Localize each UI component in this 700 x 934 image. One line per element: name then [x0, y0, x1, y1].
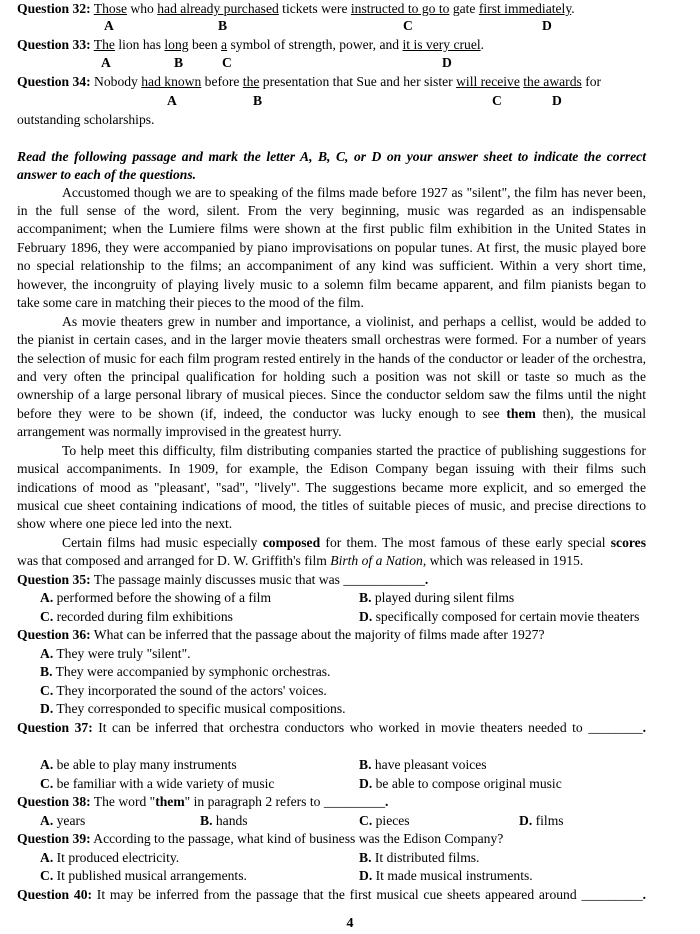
q34-part-d: the awards	[523, 74, 582, 89]
option-letter: A.	[40, 590, 54, 605]
passage-text: was that composed and arranged for D. W. Griffith's film	[17, 553, 331, 568]
q37-label: Question 37:	[17, 720, 93, 735]
q32-label: Question 32:	[17, 1, 91, 16]
page-number: 4	[346, 916, 354, 931]
q38-option-a[interactable]	[40, 812, 85, 830]
q34-text: before	[201, 74, 243, 89]
q32-part-c: instructed to go to	[350, 1, 450, 16]
q34-part-a: had known	[141, 74, 202, 89]
q32-part-a: Those	[93, 1, 128, 16]
passage-p2-line: the pianist in certain cases, and in the larger movie theaters small orchestras were formed. For a number of years	[17, 332, 646, 347]
option-text: pieces	[372, 813, 410, 828]
instruction-line-1: Read the following passage and mark the letter A, B, C, or D on your answer sheet to indicate the correct	[17, 149, 646, 164]
q40-stem	[17, 886, 646, 904]
q36-option-a[interactable]	[40, 645, 191, 663]
q34-part-b: the	[242, 74, 260, 89]
option-text: be able to play many instruments	[53, 757, 237, 772]
q38-option-c[interactable]	[359, 812, 410, 830]
option-letter: D.	[40, 701, 54, 716]
q34-letter-a: A	[167, 93, 177, 108]
q36-option-d[interactable]	[40, 700, 346, 718]
option-letter: B.	[359, 757, 372, 772]
q32-letter-b: B	[218, 18, 228, 33]
q35-option-b[interactable]	[359, 589, 514, 607]
q40-text: It may be inferred from the passage that the first musical cue sheets appeared around	[92, 887, 582, 902]
q35-end: .	[424, 572, 429, 587]
q34-letter-d: D	[552, 93, 562, 108]
q39-option-d[interactable]	[359, 867, 533, 885]
passage-p3-line: musical cue sheet containing indications of mood, the titles of suitable pieces of music, and precise directions to	[17, 498, 646, 513]
q33-text: lion has	[114, 37, 165, 52]
q37-end: .	[642, 720, 646, 735]
passage-p2-line: ownership of a large personal library of musical pieces. Since the conductor seldom saw the films until the night	[17, 387, 646, 402]
option-text: specifically composed for certain movie theaters	[372, 609, 640, 624]
q34-text: presentation that Sue and her sister	[259, 74, 457, 89]
option-text: It produced electricity.	[53, 850, 180, 865]
passage-text: then), the musical	[535, 406, 646, 421]
option-text: They corresponded to specific musical compositions.	[53, 701, 346, 716]
q33-text: symbol of strength, power, and	[227, 37, 403, 52]
q36-label: Question 36:	[17, 627, 91, 642]
passage-p3-line: To help meet this difficulty, film distributing companies started the practice of publishing suggestions for	[62, 443, 646, 458]
passage-p1-line: take some care in matching their pieces to the mood of the film.	[17, 295, 364, 310]
q34-label: Question 34:	[17, 74, 91, 89]
q38-option-b[interactable]	[200, 812, 248, 830]
option-letter: A.	[40, 646, 54, 661]
passage-p3-line: musical accompaniments. In 1909, for example, the Edison Company began issuing with their films such	[17, 461, 646, 476]
instruction-line-2: answer to each of the questions.	[17, 167, 197, 182]
passage-text: , which was released in 1915.	[422, 553, 584, 568]
q33-text: been	[188, 37, 222, 52]
option-letter: B.	[200, 813, 213, 828]
option-letter: C.	[40, 609, 54, 624]
q33-text: .	[480, 37, 485, 52]
q34-letter-c: C	[492, 93, 502, 108]
q32-part-d: first immediately	[478, 1, 572, 16]
q38-word: them	[155, 794, 185, 809]
q39-option-c[interactable]	[40, 867, 247, 885]
q32-text: tickets were	[278, 1, 351, 16]
option-letter: C.	[359, 813, 373, 828]
option-text: years	[53, 813, 86, 828]
option-letter: C.	[40, 776, 54, 791]
option-letter: A.	[40, 757, 54, 772]
q33-stem	[17, 36, 484, 54]
q37-option-a[interactable]	[40, 756, 237, 774]
q37-option-b[interactable]	[359, 756, 487, 774]
q38-label: Question 38:	[17, 794, 91, 809]
option-letter: C.	[40, 683, 54, 698]
q35-text: The passage mainly discusses music that was	[90, 572, 344, 587]
option-letter: A.	[40, 850, 54, 865]
q40-blank: _________	[581, 887, 643, 902]
q37-text: It can be inferred that orchestra conductors who worked in movie theaters needed to	[92, 720, 589, 735]
q32-letter-a: A	[104, 18, 114, 33]
passage-p2-line: and very often the principal qualification for holding such a position was not skill or taste so much as the	[17, 369, 646, 384]
option-text: recorded during film exhibitions	[53, 609, 233, 624]
option-letter: D.	[359, 609, 373, 624]
option-text: They were accompanied by symphonic orchestras.	[52, 664, 331, 679]
passage-p1-line: in the full sense of the word, silent. From the very beginning, music was regarded as an indispensable	[17, 203, 646, 218]
passage-word-scores: scores	[610, 535, 646, 550]
option-text: have pleasant voices	[371, 757, 487, 772]
passage-text: for them. The most famous of these early special	[320, 535, 611, 550]
q36-stem	[17, 626, 544, 644]
q38-blank: _________	[323, 794, 386, 809]
q32-letter-d: D	[542, 18, 552, 33]
passage-p1-line: Accustomed though we are to speaking of the films made before 1927 as "silent", the film has never been,	[62, 185, 646, 200]
q32-text: gate	[449, 1, 479, 16]
q33-letter-b: B	[174, 55, 184, 70]
passage-word-composed: composed	[262, 535, 321, 550]
passage-p1-line: accompaniment; when the Lumiere films were shown at the first public film exhibition in the United States in	[17, 221, 646, 236]
passage-p2-line: As movie theaters grew in number and importance, a violinist, and perhaps a cellist, would be added to	[62, 314, 646, 329]
option-text: It distributed films.	[371, 850, 480, 865]
passage-p1-line: no special relationship to the films; an accompaniment of any kind was sufficient. Within a very short time,	[17, 258, 646, 273]
option-letter: C.	[40, 868, 54, 883]
passage-p3-line: show where one piece led into the next.	[17, 516, 233, 531]
q34-stem	[17, 73, 601, 91]
passage-p1-line: however, the incongruity of playing lively music to a solemn film became apparent, and film pianists began to	[17, 277, 646, 292]
option-text: It published musical arrangements.	[53, 868, 247, 883]
option-letter: D.	[359, 868, 373, 883]
q40-end: .	[642, 887, 647, 902]
option-text: They were truly "silent".	[53, 646, 191, 661]
q33-letter-a: A	[101, 55, 111, 70]
q39-stem	[17, 830, 503, 848]
option-text: be familiar with a wide variety of music	[53, 776, 275, 791]
passage-word-them: them	[506, 406, 536, 421]
q32-text: .	[571, 1, 575, 16]
q39-option-a[interactable]	[40, 849, 179, 867]
passage-p3-line: indications of mood as "pleasant', "sad", "lively". The suggestions became more explicit, and so emerged the	[17, 480, 646, 495]
passage-p4-line	[17, 534, 646, 552]
option-letter: D.	[359, 776, 373, 791]
option-letter: B.	[359, 590, 372, 605]
q34-letter-b: B	[253, 93, 263, 108]
q35-label: Question 35:	[17, 572, 91, 587]
q33-part-a: The	[93, 37, 115, 52]
option-text: performed before the showing of a film	[53, 590, 272, 605]
q38-option-d[interactable]	[519, 812, 564, 830]
passage-p2-line: the selection of music for each film program rested entirely in the hands of the conductor or leader of the orchestra,	[17, 351, 646, 366]
option-letter: D.	[519, 813, 533, 828]
q35-option-c[interactable]	[40, 608, 233, 626]
q33-letter-c: C	[222, 55, 232, 70]
q33-letter-d: D	[442, 55, 452, 70]
option-letter: B.	[359, 850, 372, 865]
q35-stem	[17, 571, 428, 589]
q34-text: for	[581, 74, 602, 89]
q35-option-a[interactable]	[40, 589, 271, 607]
q39-text: According to the passage, what kind of business was the Edison Company?	[90, 831, 504, 846]
q39-option-b[interactable]	[359, 849, 479, 867]
q32-part-b: had already purchased	[157, 1, 279, 16]
q40-label: Question 40:	[17, 887, 93, 902]
q38-stem	[17, 793, 388, 811]
passage-p2-line: arrangement was normally improvised in the greatest hurry.	[17, 424, 342, 439]
q36-option-c[interactable]	[40, 682, 327, 700]
option-text: be able to compose original music	[372, 776, 562, 791]
q34-text: Nobody	[90, 74, 142, 89]
passage-p4-line	[17, 552, 583, 570]
q38-text: " in paragraph 2 refers to	[184, 794, 324, 809]
option-text: hands	[212, 813, 248, 828]
q37-option-c[interactable]	[40, 775, 274, 793]
option-text: It made musical instruments.	[372, 868, 533, 883]
q37-stem	[17, 719, 646, 737]
q34-continuation: outstanding scholarships.	[17, 112, 155, 127]
passage-p2-line	[17, 405, 646, 423]
passage-p1-line: February 1896, they were accompanied by piano improvisations on popular tunes. At first, the music played bore	[17, 240, 646, 255]
passage-text: before they were to be shown (if, indeed, the conductor was lucky enough to see	[17, 406, 507, 421]
option-text: films	[532, 813, 564, 828]
q33-part-c: a	[221, 37, 228, 52]
q38-text: The word "	[90, 794, 156, 809]
q35-option-d[interactable]	[359, 608, 639, 626]
q39-label: Question 39:	[17, 831, 91, 846]
q33-label: Question 33:	[17, 37, 91, 52]
q32-stem	[17, 0, 575, 18]
option-letter: B.	[40, 664, 53, 679]
q33-part-d: it is very cruel	[402, 37, 481, 52]
option-text: played during silent films	[371, 590, 515, 605]
option-letter: A.	[40, 813, 54, 828]
q32-text: who	[127, 1, 158, 16]
q38-end: .	[385, 794, 389, 809]
q35-blank: ____________	[343, 572, 425, 587]
q36-option-b[interactable]	[40, 663, 330, 681]
q37-option-d[interactable]	[359, 775, 562, 793]
option-text: They incorporated the sound of the actors' voices.	[53, 683, 327, 698]
passage-text: Certain films had music especially	[62, 535, 263, 550]
q32-letter-c: C	[403, 18, 413, 33]
q33-part-b: long	[164, 37, 189, 52]
q34-part-c: will receive	[456, 74, 520, 89]
q36-text: What can be inferred that the passage about the majority of films made after 1927?	[90, 627, 545, 642]
q37-blank: ________	[588, 720, 643, 735]
film-title: Birth of a Nation	[330, 553, 423, 568]
